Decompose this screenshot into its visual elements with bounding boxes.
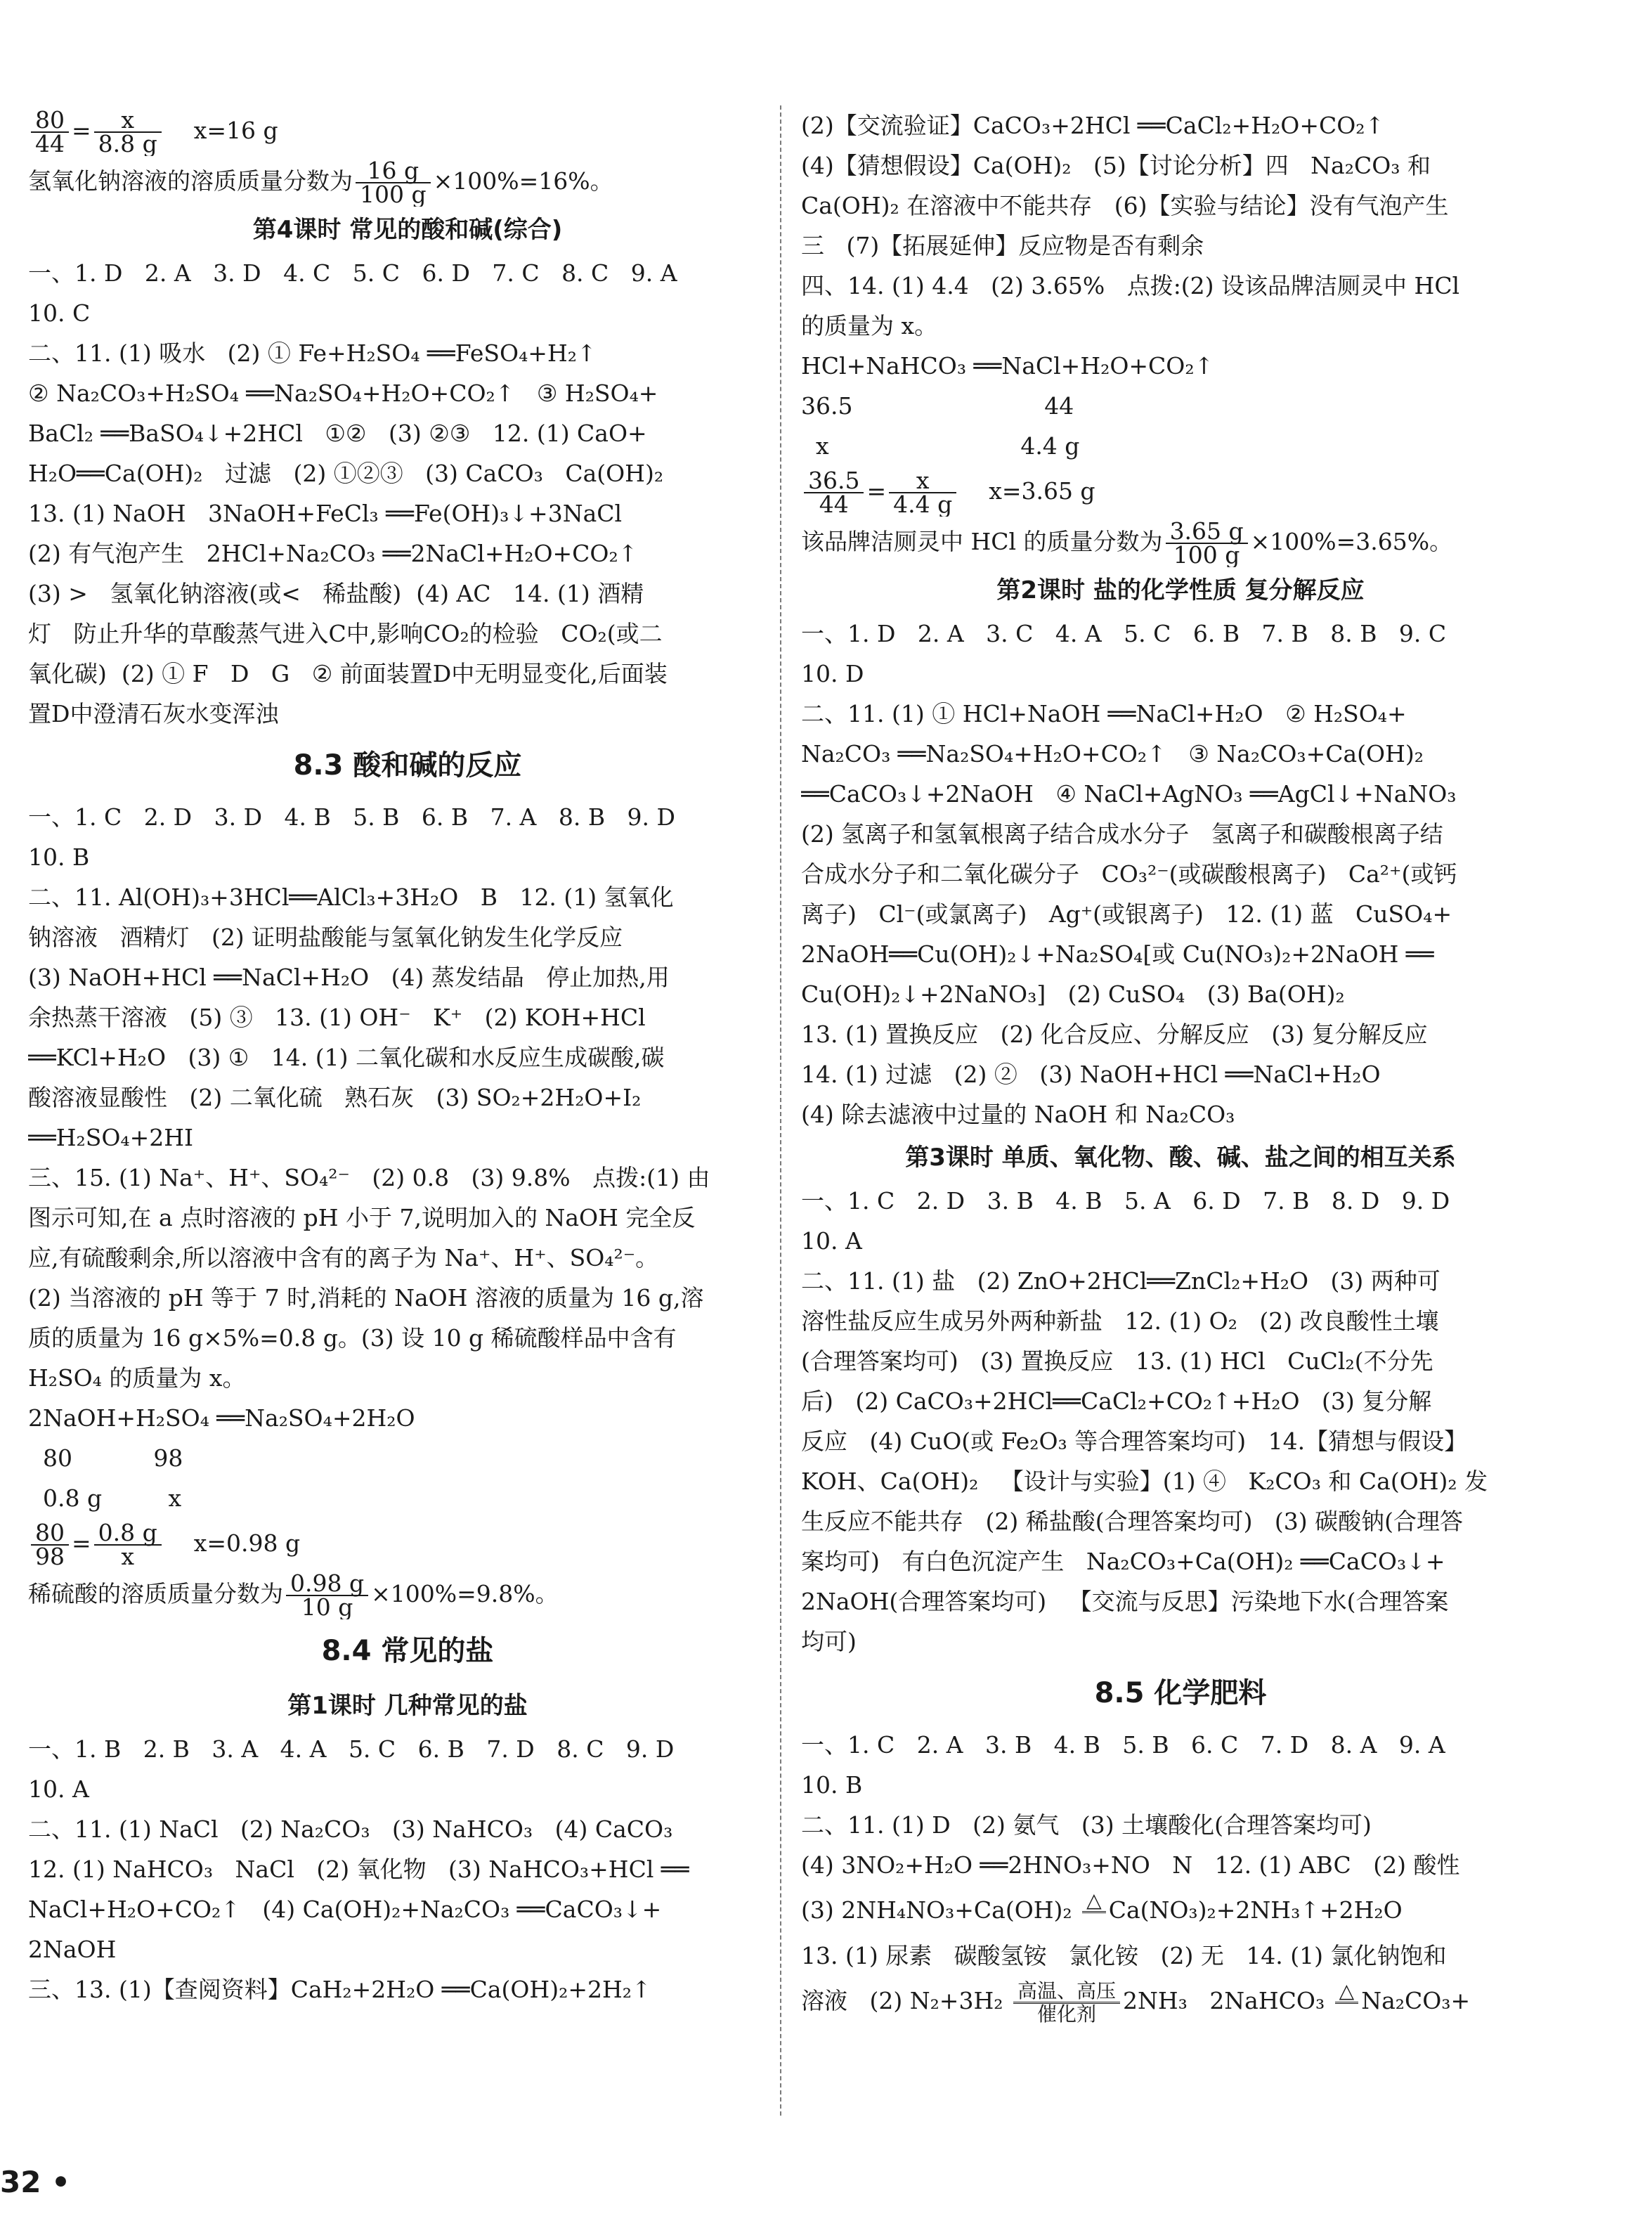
answer-line: 10. A xyxy=(28,1775,89,1803)
answer-line: 三 (7)【拓展延伸】反应物是否有剩余 xyxy=(801,232,1204,259)
answer-line: 13. (1) 置换反应 (2) 化合反应、分解反应 (3) 复分解反应 xyxy=(801,1021,1428,1048)
answer-line: 80 98 xyxy=(28,1444,183,1472)
answer-line: 二、11. (1) ① HCl+NaOH ══NaCl+H₂O ② H₂SO₄+ xyxy=(801,700,1407,727)
fraction-numerator: 80 xyxy=(31,109,69,133)
fraction-denominator: 44 xyxy=(35,130,65,156)
fraction xyxy=(94,106,162,156)
equals-sign: = xyxy=(72,1529,91,1557)
right-column xyxy=(801,105,1560,2026)
fraction xyxy=(1166,517,1248,567)
answer-line: 10. A xyxy=(801,1227,862,1255)
answer-line: 10. C xyxy=(28,299,91,327)
answer-line: 13. (1) NaOH 3NaOH+FeCl₃ ══Fe(OH)₃↓+3NaCl xyxy=(28,500,623,527)
fraction-numerator: 80 xyxy=(31,1522,69,1546)
answer-line: 生反应不能共存 (2) 稀盐酸(合理答案均可) (3) 碳酸钠(合理答 xyxy=(801,1508,1464,1535)
equation-right: Na₂CO₃+ xyxy=(1361,1987,1471,2014)
answer-line: 二、11. (1) 盐 (2) ZnO+2HCl══ZnCl₂+H₂O (3) 两种可 xyxy=(801,1267,1440,1295)
fraction-denominator: 98 xyxy=(35,1543,65,1569)
fraction-denominator: x xyxy=(121,1543,135,1569)
answer-line: 2NaOH══Cu(OH)₂↓+Na₂SO₄[或 Cu(NO₃)₂+2NaOH ══ xyxy=(801,940,1434,968)
answer-line: 一、1. C 2. A 3. B 4. B 5. B 6. C 7. D 8. A 9. A xyxy=(801,1731,1445,1759)
proportion-line xyxy=(28,1518,787,1569)
answer-line: Cu(OH)₂↓+2NaNO₃] (2) CuSO₄ (3) Ba(OH)₂ xyxy=(801,980,1345,1008)
fraction-numerator: 16 g xyxy=(356,160,431,183)
answer-line: (3) > 氢氧化钠溶液(或< 稀盐酸) (4) AC 14. (1) 酒精 xyxy=(28,580,644,607)
fraction xyxy=(286,1569,368,1619)
fraction xyxy=(889,467,956,517)
answer-line: 一、1. C 2. D 3. B 4. B 5. A 6. D 7. B 8. D 9. D xyxy=(801,1187,1450,1215)
fraction-numerator: 0.98 g xyxy=(286,1572,368,1596)
fraction-numerator: x xyxy=(94,109,162,133)
fraction xyxy=(31,106,69,156)
prefix-text: 氢氧化钠溶液的溶质质量分数为 xyxy=(28,167,353,195)
section-title: 8.4 常见的盐 xyxy=(321,1635,494,1667)
equation-left: (3) 2NH₄NO₃+Ca(OH)₂ xyxy=(801,1896,1080,1924)
fraction-denominator: 100 g xyxy=(360,181,427,207)
proportion-line xyxy=(801,466,1560,517)
answer-line: (4)【猜想假设】Ca(OH)₂ (5)【讨论分析】四 Na₂CO₃ 和 xyxy=(801,152,1431,179)
lesson-heading: 第1课时 几种常见的盐 xyxy=(287,1692,528,1720)
mass-fraction-line xyxy=(28,156,787,207)
answer-line: 四、14. (1) 4.4 (2) 3.65% 点拨:(2) 设该品牌洁厕灵中 HCl xyxy=(801,272,1460,299)
fraction-numerator: 0.8 g xyxy=(94,1522,162,1546)
proportion-line xyxy=(28,105,787,156)
equation-line xyxy=(801,1976,1560,2026)
answer-line: 10. B xyxy=(801,1771,863,1799)
answer-line: 2NaOH xyxy=(28,1936,117,1963)
answer-line: (2)【交流验证】CaCO₃+2HCl ══CaCl₂+H₂O+CO₂↑ xyxy=(801,112,1385,139)
answer-line: 应,有硫酸剩余,所以溶液中含有的离子为 Na⁺、H⁺、SO₄²⁻。 xyxy=(28,1244,659,1271)
answer-line: ══KCl+H₂O (3) ① 14. (1) 二氧化碳和水反应生成碳酸,碳 xyxy=(28,1044,665,1071)
answer-line: 的质量为 x。 xyxy=(801,312,938,339)
fraction-denominator: 8.8 g xyxy=(98,130,157,156)
fraction xyxy=(356,157,431,207)
answer-line: H₂SO₄ 的质量为 x。 xyxy=(28,1364,246,1392)
answer-line: 氧化碳) (2) ① F D G ② 前面装置D中无明显变化,后面装 xyxy=(28,660,668,687)
result-text: x=16 g xyxy=(164,117,278,144)
answer-line: 二、11. Al(OH)₃+3HCl══AlCl₃+3H₂O B 12. (1) 氢氧化 xyxy=(28,883,674,911)
answer-line: 置D中澄清石灰水变浑浊 xyxy=(28,700,279,727)
answer-line: Ca(OH)₂ 在溶液中不能共存 (6)【实验与结论】没有气泡产生 xyxy=(801,192,1449,219)
fraction xyxy=(31,1519,69,1569)
answer-line: x 4.4 g xyxy=(801,432,1080,460)
condition-top: △ xyxy=(1335,1981,1359,2004)
answer-line: 二、11. (1) 吸水 (2) ① Fe+H₂SO₄ ══FeSO₄+H₂↑ xyxy=(28,339,597,367)
answer-line: (2) 有气泡产生 2HCl+Na₂CO₃ ══2NaCl+H₂O+CO₂↑ xyxy=(28,540,638,567)
equation-left: 溶液 (2) N₂+3H₂ xyxy=(801,1987,1010,2014)
condition-bottom: 催化剂 xyxy=(1036,2002,1096,2026)
answer-line: 合成水分子和二氧化碳分子 CO₃²⁻(或碳酸根离子) Ca²⁺(或钙 xyxy=(801,860,1457,888)
answer-line: 二、11. (1) D (2) 氨气 (3) 土壤酸化(合理答案均可) xyxy=(801,1811,1372,1839)
answer-line: 离子) Cl⁻(或氯离子) Ag⁺(或银离子) 12. (1) 蓝 CuSO₄+ xyxy=(801,900,1452,928)
condition-bottom xyxy=(1082,1913,1106,1934)
mass-fraction-line xyxy=(28,1569,787,1619)
answer-line: (4) 3NO₂+H₂O ══2HNO₃+NO N 12. (1) ABC (2) 酸性 xyxy=(801,1851,1460,1879)
prefix-text: 稀硫酸的溶质质量分数为 xyxy=(28,1580,283,1607)
answer-line: 13. (1) 尿素 碳酸氢铵 氯化铵 (2) 无 14. (1) 氯化钠饱和 xyxy=(801,1942,1447,1969)
answer-line: (合理答案均可) (3) 置换反应 13. (1) HCl CuCl₂(不分先 xyxy=(801,1347,1433,1375)
mass-fraction-line xyxy=(801,517,1560,567)
equals-sign: = xyxy=(72,117,91,144)
answer-line: 12. (1) NaHCO₃ NaCl (2) 氧化物 (3) NaHCO₃+HCl ══ xyxy=(28,1856,689,1883)
condition-top: 高温、高压 xyxy=(1013,1981,1120,2004)
answer-line: 反应 (4) CuO(或 Fe₂O₃ 等合理答案均可) 14.【猜想与假设】 xyxy=(801,1428,1468,1455)
lesson-heading: 第4课时 常见的酸和碱(综合) xyxy=(252,216,563,244)
answer-line: Na₂CO₃ ══Na₂SO₄+H₂O+CO₂↑ ③ Na₂CO₃+Ca(OH)₂ xyxy=(801,740,1424,768)
condition-bottom xyxy=(1335,2004,1359,2025)
answer-line: HCl+NaHCO₃ ══NaCl+H₂O+CO₂↑ xyxy=(801,352,1214,380)
answer-line: 2NaOH+H₂SO₄ ══Na₂SO₄+2H₂O xyxy=(28,1404,415,1432)
answer-line: 质的质量为 16 g×5%=0.8 g。(3) 设 10 g 稀硫酸样品中含有 xyxy=(28,1324,677,1352)
fraction-numerator: 36.5 xyxy=(804,470,864,493)
answer-line: 酸溶液显酸性 (2) 二氧化硫 熟石灰 (3) SO₂+2H₂O+I₂ xyxy=(28,1084,642,1111)
fraction-numerator: x xyxy=(889,470,956,493)
answer-line: 三、15. (1) Na⁺、H⁺、SO₄²⁻ (2) 0.8 (3) 9.8% 点拨:(1) 由 xyxy=(28,1164,710,1191)
suffix-text: ×100%=16%。 xyxy=(433,167,613,195)
answer-line: 钠溶液 酒精灯 (2) 证明盐酸能与氢氧化钠发生化学反应 xyxy=(28,924,623,951)
answer-line: 均可) xyxy=(801,1628,857,1655)
section-title: 8.5 化学肥料 xyxy=(1094,1677,1267,1709)
equation-line xyxy=(801,1885,1560,1936)
suffix-text: ×100%=3.65%。 xyxy=(1250,528,1453,555)
condition-top: △ xyxy=(1082,1890,1106,1913)
answer-line: 2NaOH(合理答案均可) 【交流与反思】污染地下水(合理答案 xyxy=(801,1588,1449,1615)
reaction-condition xyxy=(1335,1981,1359,2025)
answer-line: (3) NaOH+HCl ══NaCl+H₂O (4) 蒸发结晶 停止加热,用 xyxy=(28,964,670,991)
fraction-denominator: 100 g xyxy=(1173,541,1240,567)
answer-line: 二、11. (1) NaCl (2) Na₂CO₃ (3) NaHCO₃ (4) CaCO₃ xyxy=(28,1815,673,1843)
answer-line: H₂O══Ca(OH)₂ 过滤 (2) ①②③ (3) CaCO₃ Ca(OH)₂ xyxy=(28,460,664,487)
answer-line: 余热蒸干溶液 (5) ③ 13. (1) OH⁻ K⁺ (2) KOH+HCl xyxy=(28,1004,646,1031)
fraction xyxy=(804,467,864,517)
result-text: x=0.98 g xyxy=(164,1529,301,1557)
left-column xyxy=(28,105,787,2009)
answer-line: KOH、Ca(OH)₂ 【设计与实验】(1) ④ K₂CO₃ 和 Ca(OH)₂ 发 xyxy=(801,1468,1488,1495)
fraction-denominator: 10 g xyxy=(301,1593,353,1619)
answer-line: 案均可) 有白色沉淀产生 Na₂CO₃+Ca(OH)₂ ══CaCO₃↓+ xyxy=(801,1548,1445,1575)
answer-line: (2) 氢离子和氢氧根离子结合成水分子 氢离子和碳酸根离子结 xyxy=(801,820,1443,848)
answer-line: ══CaCO₃↓+2NaOH ④ NaCl+AgNO₃ ══AgCl↓+NaNO₃ xyxy=(801,780,1457,808)
reaction-condition xyxy=(1013,1981,1120,2025)
answer-line: BaCl₂ ══BaSO₄↓+2HCl ①② (3) ②③ 12. (1) CaO+ xyxy=(28,420,647,447)
answer-line: 溶性盐反应生成另外两种新盐 12. (1) O₂ (2) 改良酸性土壤 xyxy=(801,1307,1439,1335)
answer-line: (4) 除去滤液中过量的 NaOH 和 Na₂CO₃ xyxy=(801,1101,1235,1128)
answer-line: 14. (1) 过滤 (2) ② (3) NaOH+HCl ══NaCl+H₂O xyxy=(801,1061,1381,1088)
fraction-denominator: 4.4 g xyxy=(893,491,953,517)
answer-line: 灯 防止升华的草酸蒸气进入C中,影响CO₂的检验 CO₂(或二 xyxy=(28,620,663,647)
answer-line: 三、13. (1)【查阅资料】CaH₂+2H₂O ══Ca(OH)₂+2H₂↑ xyxy=(28,1976,651,2003)
answer-line: 一、1. D 2. A 3. D 4. C 5. C 6. D 7. C 8. C 9. A xyxy=(28,259,677,287)
reaction-condition xyxy=(1082,1890,1106,1934)
equation-middle: 2NH₃ 2NaHCO₃ xyxy=(1122,1987,1332,2014)
answer-line: 一、1. D 2. A 3. C 4. A 5. C 6. B 7. B 8. B 9. C xyxy=(801,620,1447,647)
answer-line: 10. B xyxy=(28,843,90,871)
answer-line: 0.8 g x xyxy=(28,1484,182,1512)
column-divider xyxy=(780,105,781,2116)
answer-line: ② Na₂CO₃+H₂SO₄ ══Na₂SO₄+H₂O+CO₂↑ ③ H₂SO₄+ xyxy=(28,380,658,407)
answer-line: NaCl+H₂O+CO₂↑ (4) Ca(OH)₂+Na₂CO₃ ══CaCO₃↓+ xyxy=(28,1896,662,1923)
prefix-text: 该品牌洁厕灵中 HCl 的质量分数为 xyxy=(801,528,1163,555)
page-number: 32 • xyxy=(0,2165,70,2199)
answer-line: 一、1. B 2. B 3. A 4. A 5. C 6. B 7. D 8. C 9. D xyxy=(28,1735,675,1763)
fraction xyxy=(94,1519,162,1569)
lesson-heading: 第3课时 单质、氧化物、酸、碱、盐之间的相互关系 xyxy=(905,1144,1456,1172)
result-text: x=3.65 g xyxy=(959,477,1095,505)
lesson-heading: 第2课时 盐的化学性质 复分解反应 xyxy=(996,576,1365,604)
answer-line: (2) 当溶液的 pH 等于 7 时,消耗的 NaOH 溶液的质量为 16 g,溶 xyxy=(28,1284,704,1312)
fraction-denominator: 44 xyxy=(819,491,849,517)
answer-line: 36.5 44 xyxy=(801,392,1074,420)
answer-line: 一、1. C 2. D 3. D 4. B 5. B 6. B 7. A 8. B 9. D xyxy=(28,803,675,831)
answer-line: 10. D xyxy=(801,660,864,687)
answer-line: ══H₂SO₄+2HI xyxy=(28,1124,194,1151)
answer-line: 后) (2) CaCO₃+2HCl══CaCl₂+CO₂↑+H₂O (3) 复分解 xyxy=(801,1387,1432,1415)
answer-line: 图示可知,在 a 点时溶液的 pH 小于 7,说明加入的 NaOH 完全反 xyxy=(28,1204,696,1231)
suffix-text: ×100%=9.8%。 xyxy=(371,1580,559,1607)
section-title: 8.3 酸和碱的反应 xyxy=(293,749,522,782)
equals-sign: = xyxy=(866,477,887,505)
equation-right: Ca(NO₃)₂+2NH₃↑+2H₂O xyxy=(1108,1896,1403,1924)
fraction-numerator: 3.65 g xyxy=(1166,520,1248,544)
